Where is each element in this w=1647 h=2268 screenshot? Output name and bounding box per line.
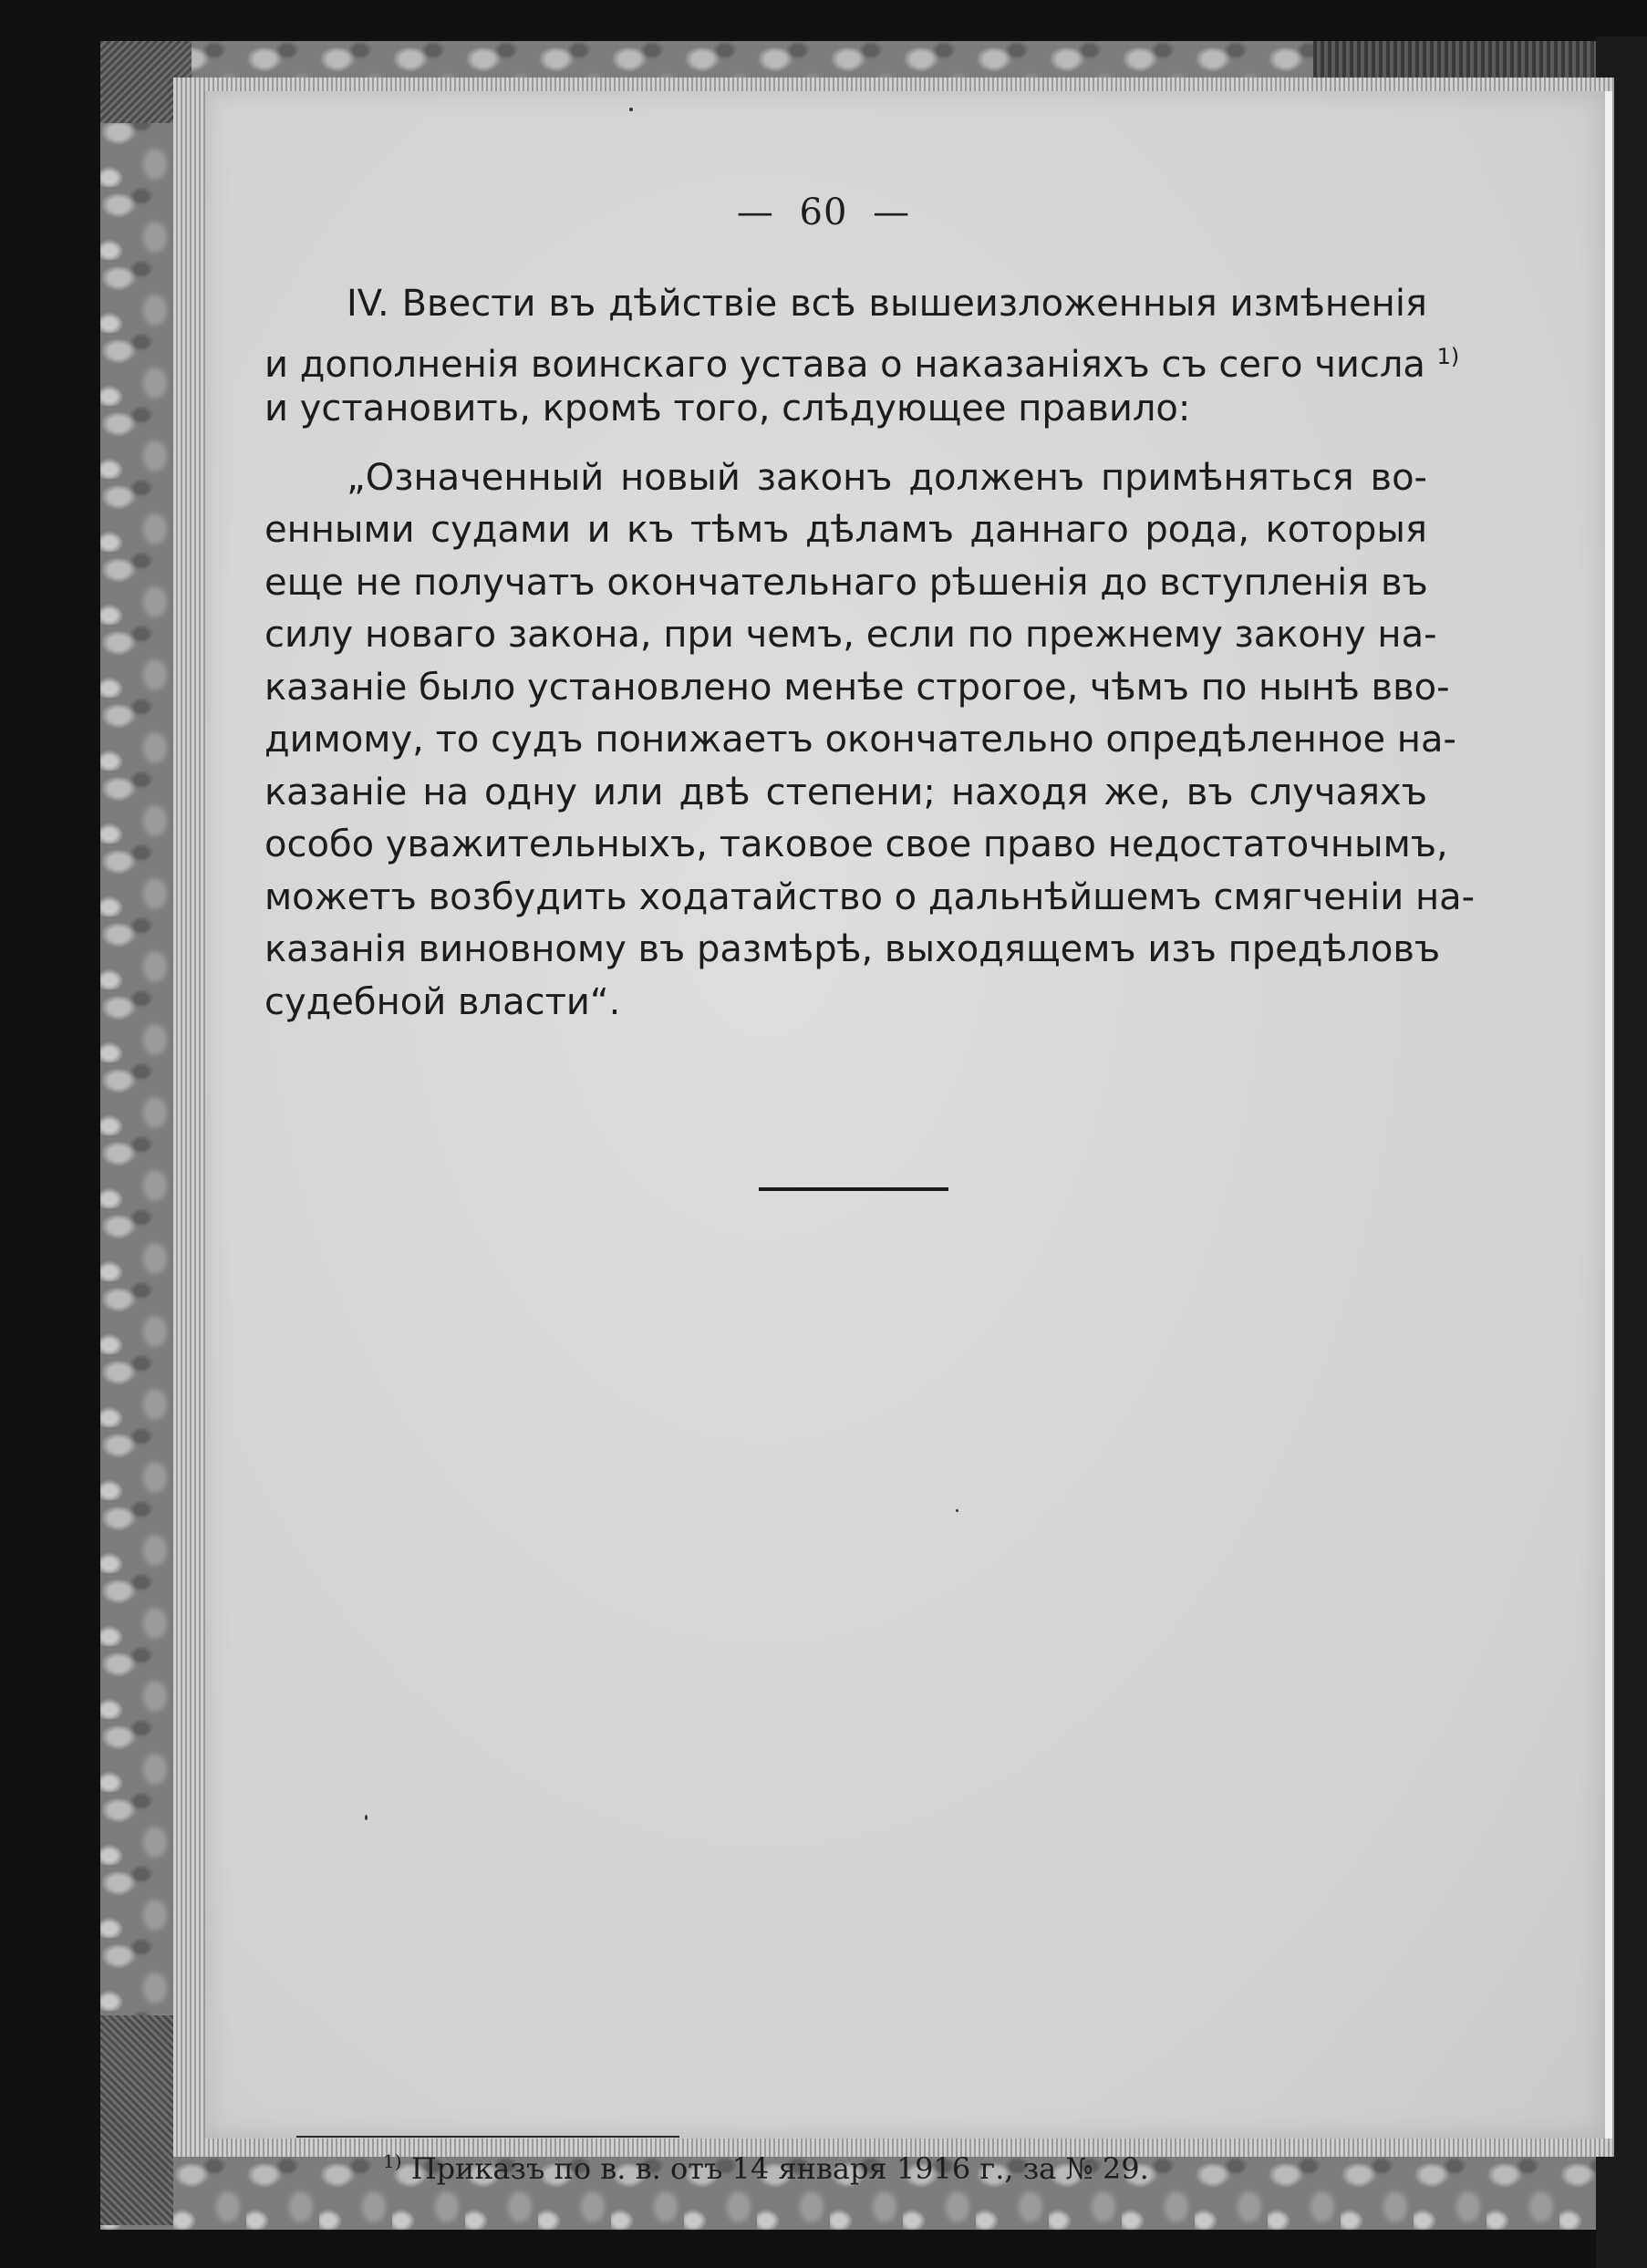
footnote — [383, 2141, 1149, 2189]
cover-corner-bottom — [100, 2015, 173, 2225]
paragraph1-line-2 — [264, 331, 1460, 386]
section-separator-rule — [759, 1187, 948, 1191]
paragraph1-line-1: IV. Ввести въ дѣйствіе всѣ вышеизложенныя измѣненія — [347, 283, 1427, 325]
paragraph2-line-7: казаніе на одну или двѣ степени; находя же, въ случаяхъ — [264, 771, 1427, 813]
paragraph2-line-2: енными судами и къ тѣмъ дѣламъ даннаго рода, которыя — [264, 509, 1427, 551]
page-speck — [365, 1815, 368, 1820]
footnote-rule — [296, 2136, 679, 2138]
paragraph2-line-8: особо уважительныхъ, таковое свое право недостаточнымъ, — [264, 823, 1448, 865]
paragraph2-line-1: „Означенный новый законъ долженъ примѣняться во- — [347, 456, 1427, 499]
paragraph2-line-11: судебной власти“. — [264, 980, 621, 1023]
header-dash-left: — — [736, 192, 774, 233]
paragraph1-line-2-text: и дополненія воинскаго устава о наказаніяхъ съ сего числа — [264, 343, 1425, 386]
page-speck — [629, 108, 633, 111]
page-number: 60 — [799, 192, 848, 233]
paragraph2-line-6: димому, то судъ понижаетъ окончательно опредѣленное на- — [264, 719, 1456, 761]
page-speck — [956, 1509, 958, 1512]
paragraph2-line-3: еще не получатъ окончательнаго рѣшенія до вступленія въ — [264, 561, 1428, 604]
paragraph2-line-4: силу новаго закона, при чемъ, если по прежнему закону на- — [264, 614, 1437, 656]
paragraph2-line-5: казаніе было установлено менѣе строгое, чѣмъ по нынѣ вво- — [264, 666, 1450, 709]
facing-page-edge — [1605, 91, 1612, 2139]
body-text — [264, 278, 1476, 1029]
footnote-reference: 1) — [1436, 343, 1460, 369]
paragraph2-line-9: можетъ возбудить ходатайство о дальнѣйшемъ смягченіи на- — [264, 875, 1476, 918]
paragraph1-line-3: и установить, кромѣ того, слѣдующее правило: — [264, 388, 1191, 430]
paragraph2-line-10: казанія виновному въ размѣрѣ, выходящемъ изъ предѣловъ — [264, 928, 1441, 970]
footnote-marker: 1) — [383, 2150, 402, 2172]
footnote-text: Приказъ по в. в. отъ 14 января 1916 г., за № 29. — [410, 2151, 1149, 2186]
page-number-header — [0, 192, 1647, 233]
header-dash-right: — — [873, 192, 911, 233]
